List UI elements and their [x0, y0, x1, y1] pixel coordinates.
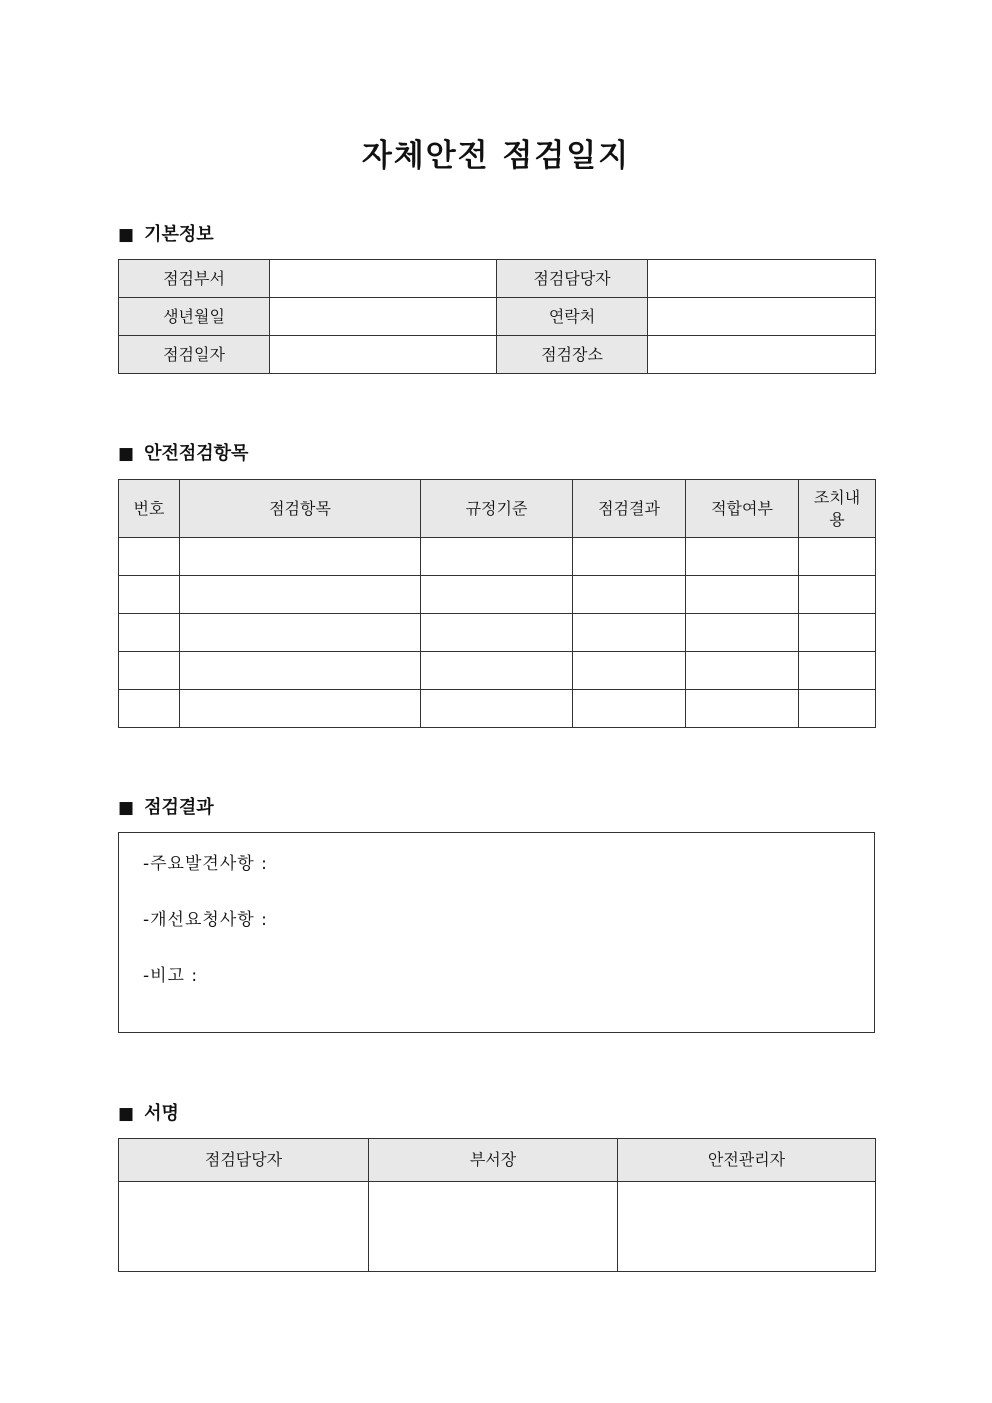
basic-info-row [119, 336, 876, 374]
cell-action[interactable] [799, 576, 876, 614]
signature-header-department-head: 부서장 [369, 1139, 618, 1182]
cell-check-result[interactable] [573, 576, 686, 614]
square-bullet-icon: ■ [118, 1104, 135, 1124]
cell-action[interactable] [799, 652, 876, 690]
label-inspector: 점검담당자 [497, 260, 648, 298]
label-inspection-location: 점검장소 [497, 336, 648, 374]
cell-check-result[interactable] [573, 614, 686, 652]
inspection-location-field[interactable] [648, 336, 876, 374]
signature-table [118, 1138, 876, 1272]
cell-number[interactable] [119, 614, 180, 652]
signature-heading [118, 1102, 179, 1126]
cell-check-result[interactable] [573, 690, 686, 728]
header-number: 번호 [119, 480, 180, 538]
cell-compliance[interactable] [686, 690, 799, 728]
inspection-date-field[interactable] [270, 336, 497, 374]
header-compliance: 적합여부 [686, 480, 799, 538]
cell-check-item[interactable] [180, 690, 421, 728]
label-contact: 연락처 [497, 298, 648, 336]
cell-standard[interactable] [421, 538, 573, 576]
remarks-line: -비고 : [143, 966, 199, 986]
cell-check-item[interactable] [180, 538, 421, 576]
signature-safety-manager-field[interactable] [618, 1182, 876, 1272]
cell-check-item[interactable] [180, 576, 421, 614]
header-standard: 규정기준 [421, 480, 573, 538]
cell-number[interactable] [119, 538, 180, 576]
cell-number[interactable] [119, 690, 180, 728]
cell-compliance[interactable] [686, 538, 799, 576]
table-row [119, 690, 876, 728]
label-birth-date: 생년월일 [119, 298, 270, 336]
inspection-department-field[interactable] [270, 260, 497, 298]
cell-number[interactable] [119, 576, 180, 614]
results-box[interactable] [118, 832, 875, 1033]
cell-compliance[interactable] [686, 652, 799, 690]
table-row [119, 538, 876, 576]
basic-info-row [119, 260, 876, 298]
cell-standard[interactable] [421, 576, 573, 614]
square-bullet-icon: ■ [118, 798, 135, 818]
inspector-field[interactable] [648, 260, 876, 298]
cell-action[interactable] [799, 690, 876, 728]
major-findings-line: -주요발견사항 : [143, 854, 268, 874]
birth-date-field[interactable] [270, 298, 497, 336]
signature-header-row [119, 1139, 876, 1182]
check-items-heading-label: 안전점검항목 [144, 443, 249, 464]
basic-info-heading-label: 기본정보 [144, 224, 214, 245]
header-action: 조치내용 [799, 480, 876, 538]
table-row [119, 614, 876, 652]
cell-compliance[interactable] [686, 614, 799, 652]
results-heading-label: 점검결과 [144, 797, 214, 818]
check-items-heading [118, 442, 248, 466]
cell-check-item[interactable] [180, 652, 421, 690]
basic-info-row [119, 298, 876, 336]
signature-header-inspector: 점검담당자 [119, 1139, 369, 1182]
cell-standard[interactable] [421, 690, 573, 728]
square-bullet-icon: ■ [118, 444, 135, 464]
improvement-requests-line: -개선요청사항 : [143, 910, 268, 930]
cell-standard[interactable] [421, 652, 573, 690]
check-items-header-row [119, 480, 876, 538]
table-row [119, 652, 876, 690]
label-inspection-date: 점검일자 [119, 336, 270, 374]
signature-department-head-field[interactable] [369, 1182, 618, 1272]
cell-action[interactable] [799, 614, 876, 652]
signature-inspector-field[interactable] [119, 1182, 369, 1272]
cell-standard[interactable] [421, 614, 573, 652]
basic-info-table [118, 259, 876, 374]
check-items-table [118, 479, 876, 728]
header-check-item: 점검항목 [180, 480, 421, 538]
contact-field[interactable] [648, 298, 876, 336]
cell-action[interactable] [799, 538, 876, 576]
signature-row [119, 1182, 876, 1272]
signature-heading-label: 서명 [144, 1103, 179, 1124]
basic-info-heading [118, 223, 214, 247]
header-check-result: 점검결과 [573, 480, 686, 538]
label-inspection-department: 점검부서 [119, 260, 270, 298]
cell-check-item[interactable] [180, 614, 421, 652]
signature-header-safety-manager: 안전관리자 [618, 1139, 876, 1182]
square-bullet-icon: ■ [118, 225, 135, 245]
cell-compliance[interactable] [686, 576, 799, 614]
table-row [119, 576, 876, 614]
results-heading [118, 796, 214, 820]
cell-check-result[interactable] [573, 538, 686, 576]
cell-number[interactable] [119, 652, 180, 690]
document-title: 자체안전 점검일지 [361, 138, 631, 174]
cell-check-result[interactable] [573, 652, 686, 690]
